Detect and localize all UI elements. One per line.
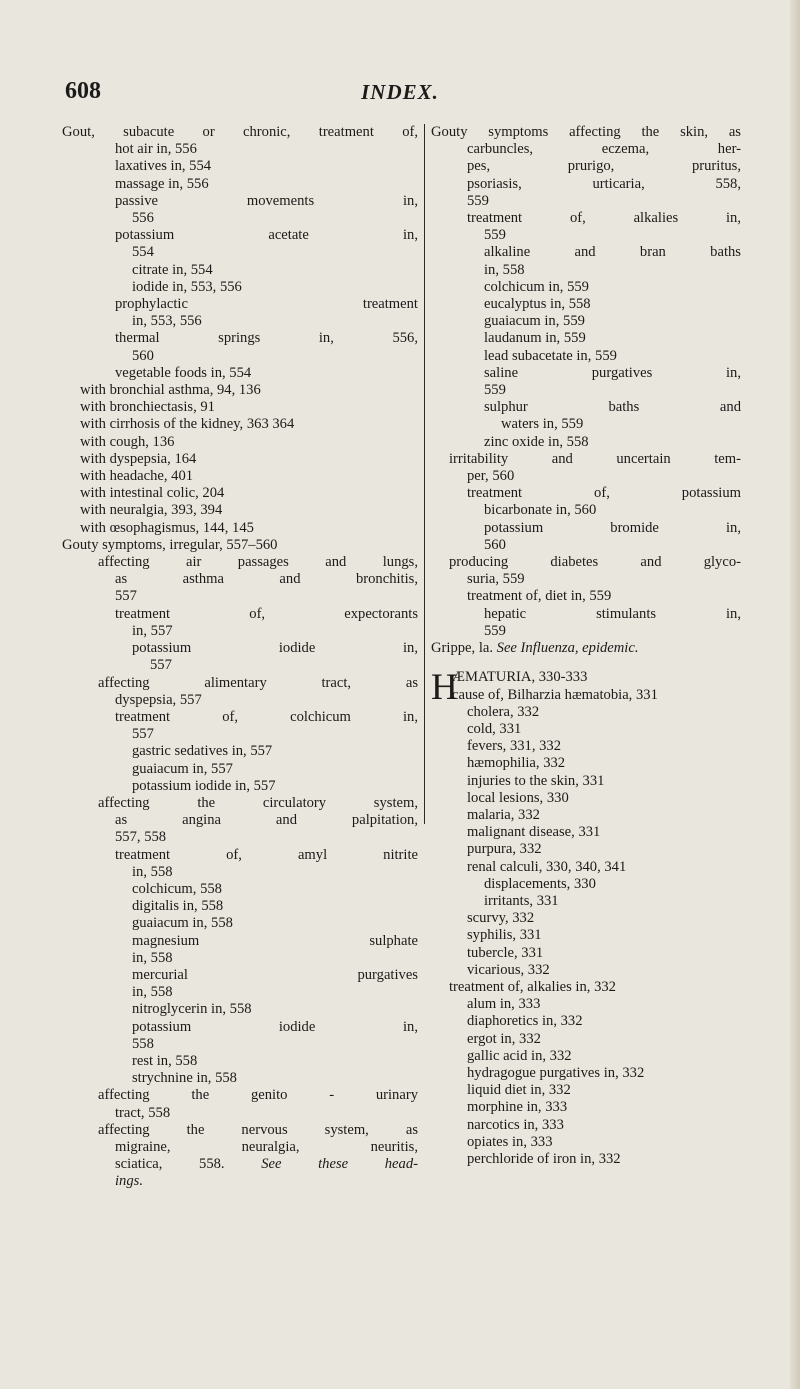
entry-text: opiates in, 333 <box>467 1133 553 1150</box>
index-entry <box>431 279 741 296</box>
entry-text: malaria, 332 <box>467 806 540 823</box>
left-column <box>62 124 418 1191</box>
index-entry <box>62 1036 418 1053</box>
index-entry <box>431 859 741 876</box>
entry-text: irritants, 331 <box>484 892 559 909</box>
haematuria-entry <box>431 669 741 1168</box>
entry-text: citrate in, 554 <box>132 261 213 278</box>
entry-text: irritability and uncertain tem- <box>449 450 741 467</box>
entry-text: guaiacum in, 559 <box>484 313 585 330</box>
index-entry <box>431 382 741 399</box>
index-entry <box>62 1122 418 1139</box>
index-entry <box>431 158 741 175</box>
entry-text: treatment of, alkalies in, <box>467 210 741 227</box>
index-entry <box>62 743 418 760</box>
entry-text: narcotics in, 333 <box>467 1116 564 1133</box>
index-entry <box>62 210 418 227</box>
index-entry <box>431 876 741 893</box>
entry-text: diaphoretics in, 332 <box>467 1013 583 1030</box>
entry-text: thermal springs in, 556, <box>115 330 418 347</box>
index-entry <box>431 571 741 588</box>
index-entry <box>62 726 418 743</box>
index-entry <box>431 1031 741 1048</box>
index-entry <box>431 365 741 382</box>
index-entry <box>431 841 741 858</box>
index-entry <box>431 640 741 657</box>
entry-text: potassium iodide in, <box>132 640 418 657</box>
entry-text: in, 553, 556 <box>132 313 202 330</box>
index-entry <box>62 279 418 296</box>
index-entry <box>431 588 741 605</box>
entry-text: laxatives in, 554 <box>115 158 212 175</box>
index-entry <box>62 262 418 279</box>
entry-text: 559 <box>484 622 506 639</box>
entry-text: potassium bromide in, <box>484 519 741 536</box>
index-entry <box>431 1065 741 1082</box>
entry-text: gallic acid in, 332 <box>467 1047 572 1064</box>
index-entry <box>62 227 418 244</box>
index-entry <box>62 967 418 984</box>
index-entry <box>62 485 418 502</box>
index-entry <box>62 606 418 623</box>
index-entry <box>62 468 418 485</box>
cross-reference: ings. <box>115 1173 143 1190</box>
entry-text: hydragogue purgatives in, 332 <box>467 1064 645 1081</box>
index-entry <box>62 881 418 898</box>
index-entry <box>62 158 418 175</box>
index-entry <box>62 1105 418 1122</box>
index-entry <box>431 1117 741 1134</box>
entry-text: colchicum, 558 <box>132 880 222 897</box>
entry-text: prophylactic treatment <box>115 296 418 313</box>
index-entry <box>62 1173 418 1190</box>
entry-text: psoriasis, urticaria, 558, <box>467 175 741 192</box>
entry-text: hepatic stimulants in, <box>484 605 741 622</box>
index-entry <box>62 365 418 382</box>
entry-text: cold, 331 <box>467 720 522 737</box>
entry-text: waters in, 559 <box>501 416 584 433</box>
index-entry <box>431 996 741 1013</box>
index-entry <box>62 399 418 416</box>
index-entry <box>431 451 741 468</box>
index-entry <box>62 1139 418 1156</box>
index-entry <box>62 692 418 709</box>
entry-text: digitalis in, 558 <box>132 898 224 915</box>
entry-text: tract, 558 <box>115 1104 171 1121</box>
entry-text: 554 <box>132 244 154 261</box>
index-entry <box>431 945 741 962</box>
entry-text: iodide in, 553, 556 <box>132 278 242 295</box>
index-entry <box>62 933 418 950</box>
index-entry <box>62 812 418 829</box>
index-entry <box>431 348 741 365</box>
entry-text: with neuralgia, 393, 394 <box>80 502 223 519</box>
index-entry <box>431 399 741 416</box>
entry-text: with bronchiectasis, 91 <box>80 399 215 416</box>
page-number: 608 <box>65 78 101 104</box>
index-entry <box>431 773 741 790</box>
index-entry <box>62 709 418 726</box>
entry-text: with cough, 136 <box>80 433 175 450</box>
index-entry <box>62 330 418 347</box>
index-entry <box>431 502 741 519</box>
index-entry <box>431 227 741 244</box>
entry-text: 557 <box>132 726 154 743</box>
entry-text: affecting the circulatory system, <box>98 794 418 811</box>
entry-text: saline purgatives in, <box>484 364 741 381</box>
entry-text: laudanum in, 559 <box>484 330 586 347</box>
column-divider <box>424 124 425 824</box>
entry-text: renal calculi, 330, 340, 341 <box>467 858 627 875</box>
entry-text: tubercle, 331 <box>467 944 544 961</box>
index-entry <box>431 755 741 772</box>
entry-text: potassium acetate in, <box>115 227 418 244</box>
entry-text: lead subacetate in, 559 <box>484 347 617 364</box>
index-entry <box>431 537 741 554</box>
index-entry <box>431 1134 741 1151</box>
entry-text: producing diabetes and glyco- <box>449 554 741 571</box>
page-edge <box>790 0 800 1389</box>
index-entry <box>62 623 418 640</box>
cross-reference: See these head- <box>261 1156 418 1173</box>
entry-text: 557, 558 <box>115 829 167 846</box>
index-entry <box>62 795 418 812</box>
entry-text: Gouty symptoms, irregular, 557–560 <box>62 536 278 553</box>
index-entry <box>62 1087 418 1104</box>
entry-text: treatment of, amyl nitrite <box>115 846 418 863</box>
entry-text: per, 560 <box>467 468 515 485</box>
index-entry <box>431 313 741 330</box>
index-entry <box>431 893 741 910</box>
index-entry <box>431 790 741 807</box>
haematuria-cause: cause of, Bilharzia hæmatobia, 331 <box>452 686 658 703</box>
index-entry <box>62 588 418 605</box>
entry-text: massage in, 556 <box>115 175 209 192</box>
index-entry <box>431 141 741 158</box>
entry-text: in, 558 <box>132 984 173 1001</box>
index-entry <box>62 296 418 313</box>
entry-text: gastric sedatives in, 557 <box>132 743 273 760</box>
entry-text: treatment of, colchicum in, <box>115 708 418 725</box>
index-entry <box>62 502 418 519</box>
page-header: INDEX. <box>361 80 439 104</box>
entry-text: eucalyptus in, 558 <box>484 296 591 313</box>
index-entry <box>62 520 418 537</box>
entry-text: alum in, 333 <box>467 996 541 1013</box>
entry-text: ergot in, 332 <box>467 1030 541 1047</box>
index-entry <box>431 1151 741 1168</box>
index-entry <box>62 554 418 571</box>
entry-text: hot air in, 556 <box>115 141 197 158</box>
entry-text: cholera, 332 <box>467 703 540 720</box>
index-entry <box>431 124 741 141</box>
index-entry <box>62 847 418 864</box>
entry-text: Gout, subacute or chronic, treatment of, <box>62 124 418 140</box>
index-entry <box>431 176 741 193</box>
index-entry <box>62 778 418 795</box>
index-entry <box>62 915 418 932</box>
index-entry <box>62 1053 418 1070</box>
index-entry <box>431 1099 741 1116</box>
index-entry <box>431 910 741 927</box>
index-entry <box>62 675 418 692</box>
index-entry <box>62 657 418 674</box>
index-entry <box>431 824 741 841</box>
entry-text: treatment of, potassium <box>467 485 741 502</box>
entry-text: scurvy, 332 <box>467 910 535 927</box>
index-entry <box>431 434 741 451</box>
index-entry <box>431 979 741 996</box>
index-entry <box>62 244 418 261</box>
entry-text: 557 <box>150 657 172 674</box>
entry-text: 557 <box>115 588 137 605</box>
entry-text: bicarbonate in, 560 <box>484 502 597 519</box>
index-entry <box>431 721 741 738</box>
index-entry <box>431 416 741 433</box>
index-entry <box>62 313 418 330</box>
entry-text: potassium iodide in, <box>132 1018 418 1035</box>
entry-text: zinc oxide in, 558 <box>484 433 589 450</box>
index-entry <box>62 176 418 193</box>
entry-text: vicarious, 332 <box>467 961 550 978</box>
index-entry <box>62 348 418 365</box>
index-entry <box>431 485 741 502</box>
entry-text: 560 <box>484 536 506 553</box>
drop-cap: H <box>431 667 458 709</box>
index-entry <box>431 807 741 824</box>
entry-text: mercurial purgatives <box>132 966 418 983</box>
index-entry <box>62 1156 418 1173</box>
index-entry <box>62 382 418 399</box>
entry-text: in, 558 <box>484 261 525 278</box>
entry-text: local lesions, 330 <box>467 789 569 806</box>
entry-text: suria, 559 <box>467 571 525 588</box>
entry-text: liquid diet in, 332 <box>467 1082 571 1099</box>
index-entry <box>62 434 418 451</box>
entry-text: sulphur baths and <box>484 399 741 416</box>
entry-text: perchloride of iron in, 332 <box>467 1150 621 1167</box>
index-entry <box>431 193 741 210</box>
entry-text: in, 558 <box>132 863 173 880</box>
entry-text: syphilis, 331 <box>467 927 542 944</box>
entry-text: hæmophilia, 332 <box>467 755 566 772</box>
entry-text: injuries to the skin, 331 <box>467 772 605 789</box>
index-entry <box>62 1001 418 1018</box>
entry-text: with bronchial asthma, 94, 136 <box>80 382 261 399</box>
index-entry <box>431 296 741 313</box>
entry-text: potassium iodide in, 557 <box>132 777 276 794</box>
index-entry <box>62 451 418 468</box>
entry-text: sciatica, 558. <box>115 1156 262 1173</box>
index-entry <box>62 1070 418 1087</box>
entry-text: Gouty symptoms affecting the skin, as <box>431 124 741 140</box>
entry-text: guaiacum in, 558 <box>132 915 233 932</box>
entry-text: with headache, 401 <box>80 468 194 485</box>
index-entry <box>62 124 418 141</box>
index-entry <box>62 640 418 657</box>
entry-text: 559 <box>484 227 506 244</box>
entry-text: 558 <box>132 1035 154 1052</box>
right-column <box>431 124 741 1168</box>
index-entry <box>62 829 418 846</box>
index-entry <box>62 537 418 554</box>
entry-text: guaiacum in, 557 <box>132 760 233 777</box>
entry-text: pes, prurigo, pruritus, <box>467 158 741 175</box>
entry-text: 559 <box>484 382 506 399</box>
index-entry <box>431 468 741 485</box>
entry-text: nitroglycerin in, 558 <box>132 1001 252 1018</box>
index-entry <box>431 210 741 227</box>
entry-text: carbuncles, eczema, her- <box>467 141 741 158</box>
entry-text: vegetable foods in, 554 <box>115 364 252 381</box>
index-entry <box>431 623 741 640</box>
index-entry <box>62 898 418 915</box>
index-entry <box>431 738 741 755</box>
entry-text: 556 <box>132 210 154 227</box>
entry-text: treatment of, alkalies in, 332 <box>449 978 616 995</box>
entry-text: with cirrhosis of the kidney, 363 364 <box>80 416 295 433</box>
index-entry <box>431 927 741 944</box>
entry-text: as asthma and bronchitis, <box>115 571 418 588</box>
index-entry <box>62 950 418 967</box>
entry-text: in, 557 <box>132 622 173 639</box>
index-entry <box>62 864 418 881</box>
entry-text: with intestinal colic, 204 <box>80 485 225 502</box>
haematuria-heading: ÆMATURIA, 330-333 <box>452 669 588 686</box>
haematuria-subentries <box>431 704 741 1168</box>
entry-text: colchicum in, 559 <box>484 278 589 295</box>
index-entry <box>431 704 741 721</box>
entry-text: migraine, neuralgia, neuritis, <box>115 1138 418 1155</box>
index-entry <box>62 571 418 588</box>
index-entry <box>431 520 741 537</box>
entry-text: magnesium sulphate <box>132 932 418 949</box>
index-entry <box>431 330 741 347</box>
entry-text: rest in, 558 <box>132 1052 198 1069</box>
entry-text: morphine in, 333 <box>467 1099 568 1116</box>
entry-text: fevers, 331, 332 <box>467 738 562 755</box>
index-entry <box>431 1082 741 1099</box>
index-entry <box>431 244 741 261</box>
entry-text: affecting the genito - urinary <box>98 1087 418 1104</box>
index-entry <box>431 262 741 279</box>
index-entry <box>62 1019 418 1036</box>
entry-text: dyspepsia, 557 <box>115 691 202 708</box>
entry-text: strychnine in, 558 <box>132 1070 237 1087</box>
index-entry <box>431 1013 741 1030</box>
entry-text: treatment of, diet in, 559 <box>467 588 612 605</box>
index-entry <box>62 141 418 158</box>
entry-text: affecting air passages and lungs, <box>98 554 418 571</box>
entry-text: affecting alimentary tract, as <box>98 674 418 691</box>
entry-text: 559 <box>467 192 489 209</box>
entry-text: malignant disease, 331 <box>467 824 601 841</box>
entry-text: with dyspepsia, 164 <box>80 450 197 467</box>
index-entry <box>62 416 418 433</box>
entry-text: as angina and palpitation, <box>115 812 418 829</box>
entry-text: purpura, 332 <box>467 841 542 858</box>
index-entry <box>431 606 741 623</box>
entry-text: 560 <box>132 347 154 364</box>
index-entry <box>62 761 418 778</box>
entry-text: Grippe, la. <box>431 640 497 657</box>
index-entry <box>431 554 741 571</box>
right-column-entries <box>431 124 741 657</box>
index-entry <box>62 984 418 1001</box>
entry-text: with œsophagismus, 144, 145 <box>80 519 254 536</box>
cross-reference: See Influenza, epidemic. <box>496 640 639 657</box>
index-entry <box>431 962 741 979</box>
entry-text: alkaline and bran baths <box>484 244 741 261</box>
entry-text: treatment of, expectorants <box>115 605 418 622</box>
entry-text: affecting the nervous system, as <box>98 1121 418 1138</box>
entry-text: in, 558 <box>132 949 173 966</box>
index-entry <box>431 1048 741 1065</box>
entry-text: passive movements in, <box>115 192 418 209</box>
index-entry <box>62 193 418 210</box>
entry-text: displacements, 330 <box>484 875 596 892</box>
